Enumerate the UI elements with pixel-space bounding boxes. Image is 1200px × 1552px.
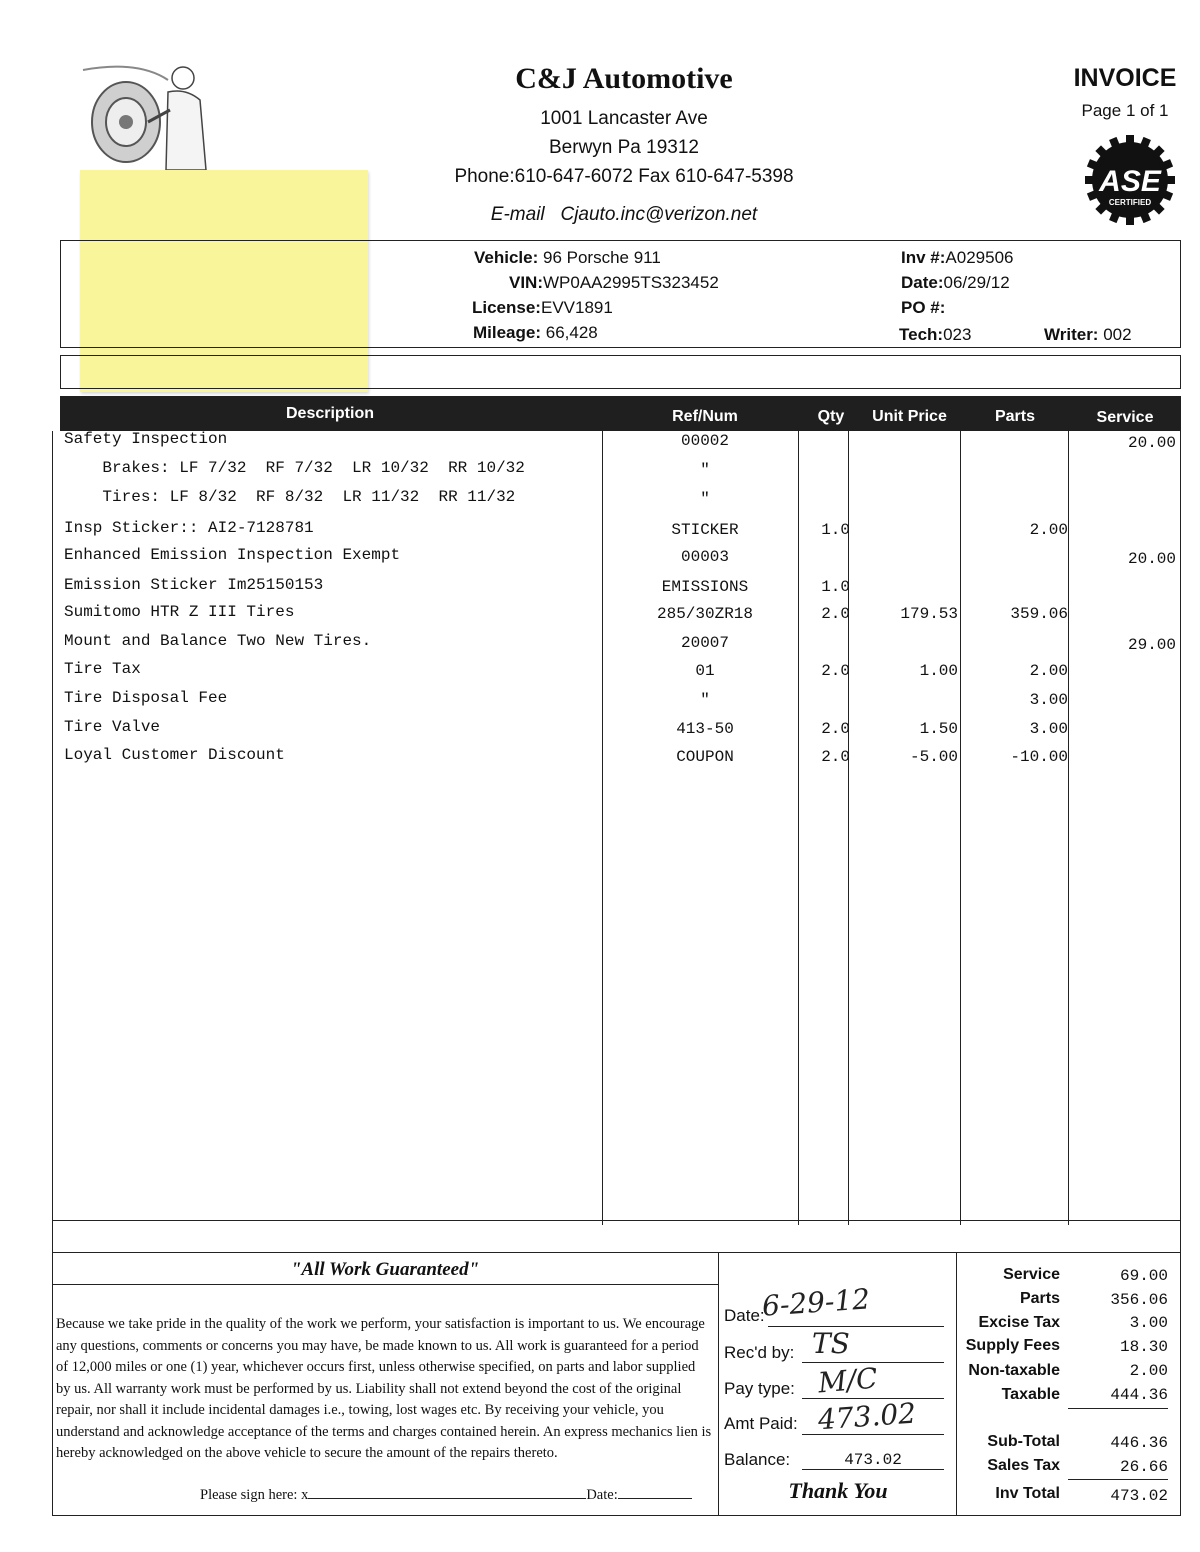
divider [718, 1252, 1181, 1253]
invoice-number-row: Inv #:A029506 [901, 248, 1014, 267]
svg-text:CERTIFIED: CERTIFIED [1108, 198, 1152, 207]
taxable-label: Taxable [1001, 1386, 1060, 1403]
signature-field [308, 1484, 586, 1499]
line-item-description: Mount and Balance Two New Tires. [64, 632, 372, 650]
excise-tax-label: Excise Tax [978, 1314, 1060, 1331]
email-label: E-mail [490, 204, 545, 225]
line-item-ref: 20007 [680, 634, 729, 652]
line-item-parts: 3.00 [1029, 691, 1068, 709]
notes-box [60, 355, 1181, 389]
mileage-value: 66,428 [545, 323, 598, 342]
writer-value: 002 [1103, 325, 1132, 344]
line-item-description: Tires: LF 8/32 RF 8/32 LR 11/32 RR 11/32 [64, 488, 516, 506]
subtotal-value: 446.36 [1110, 1434, 1168, 1452]
col-header-ref: Ref/Num [672, 408, 738, 425]
line-item-service: 20.00 [1127, 434, 1176, 452]
vehicle-value: 96 Porsche 911 [543, 248, 661, 267]
taxable-value: 444.36 [1110, 1386, 1168, 1404]
line-item-ref: 01 [695, 662, 715, 680]
payment-date-handwritten: 6-29-12 [760, 1282, 872, 1323]
company-address-line1: 1001 Lancaster Ave [540, 108, 708, 129]
non-taxable-value: 2.00 [1129, 1362, 1168, 1380]
line-item-parts: 359.06 [1010, 605, 1068, 623]
amt-paid-handwritten: 473.02 [816, 1396, 918, 1437]
line-item-parts: 3.00 [1029, 720, 1068, 738]
line-item-description: Tire Tax [64, 660, 141, 678]
line-item-qty: 2.0 [821, 662, 850, 680]
invoice-number: A029506 [945, 248, 1014, 267]
divider [1068, 1479, 1168, 1480]
invoice-total-label: Inv Total [995, 1485, 1060, 1502]
company-phone: Phone:610-647-6072 Fax 610-647-5398 [454, 166, 794, 187]
line-item-parts: -10.00 [1010, 748, 1068, 766]
company-address-line2: Berwyn Pa 19312 [549, 137, 699, 158]
payment-date-line [768, 1326, 944, 1327]
payment-date-label: Date: [724, 1306, 765, 1325]
line-item-ref: " [700, 461, 710, 479]
col-header-service: Service [1096, 409, 1154, 426]
total-parts-label: Parts [1019, 1290, 1060, 1307]
divider [52, 1252, 718, 1253]
total-service-label: Service [1003, 1266, 1060, 1283]
sales-tax-label: Sales Tax [987, 1457, 1060, 1474]
line-item-description: Loyal Customer Discount [64, 746, 285, 764]
sign-date-label: Date: [586, 1487, 618, 1503]
line-item-qty: 2.0 [821, 720, 850, 738]
company-name: C&J Automotive [515, 62, 733, 95]
line-item-service: 29.00 [1127, 636, 1176, 654]
guarantee-text: Because we take pride in the quality of the work we perform, your satisfaction is important to us. We encourage any questions, comments or concerns you may have, be made known to us. All work is guaranteed for a period of 12,000 miles or one (1) year, whichever occurs first, unless otherwise specified, on parts and labor supplied by us. All warranty work must be performed by us. Liability shall not extend beyond the cost of the original repair, nor shall it include incidental damages i.e., towing, lost wages etc. By receiving your vehicle, you understand and acknowledge acceptance of the terms and charges contained herein. An express mechanics lien is hereby acknowledged on the above vehicle to secure the amount of the repairs thereto. [56, 1316, 712, 1461]
line-item-qty: 2.0 [821, 605, 850, 623]
line-item-description: Sumitomo HTR Z III Tires [64, 603, 295, 621]
line-item-ref: " [700, 490, 710, 508]
recd-by-label: Rec'd by: [724, 1343, 795, 1362]
line-item-ref: 00003 [680, 548, 729, 566]
line-item-description: Enhanced Emission Inspection Exempt [64, 546, 401, 564]
balance-label: Balance: [724, 1450, 791, 1469]
line-item-parts: 2.00 [1029, 662, 1068, 680]
page-indicator: Page 1 of 1 [1081, 101, 1169, 120]
line-item-ref: " [700, 691, 710, 709]
line-item-unit-price: -5.00 [909, 748, 958, 766]
invoice-date-row: Date:06/29/12 [901, 273, 1010, 292]
divider [718, 1252, 719, 1516]
guarantee-title: "All Work Guaranteed" [290, 1259, 480, 1280]
col-divider [960, 431, 961, 1225]
balance-line [802, 1469, 944, 1470]
col-divider [602, 431, 603, 1225]
amt-paid-label: Amt Paid: [724, 1414, 798, 1433]
supply-fees-label: Supply Fees [965, 1337, 1060, 1354]
col-header-unit-price: Unit Price [872, 408, 947, 425]
thank-you: Thank You [788, 1478, 888, 1503]
line-item-ref: 413-50 [676, 720, 734, 738]
line-item-description: Tire Disposal Fee [64, 689, 228, 707]
line-item-description: Insp Sticker:: AI2-7128781 [64, 519, 314, 537]
line-item-description: Brakes: LF 7/32 RF 7/32 LR 10/32 RR 10/32 [64, 459, 525, 477]
mileage-row: Mileage: 66,428 [473, 323, 598, 342]
license-value: EVV1891 [540, 298, 613, 317]
vin-row: VIN:WP0AA2995TS323452 [509, 273, 719, 292]
tech-row: Tech:023 [899, 325, 972, 344]
non-taxable-label: Non-taxable [968, 1362, 1060, 1379]
line-item-qty: 1.0 [821, 578, 850, 596]
invoice-date: 06/29/12 [943, 273, 1010, 292]
line-item-service: 20.00 [1127, 550, 1176, 568]
pay-type-label: Pay type: [724, 1379, 795, 1398]
col-header-qty: Qty [817, 408, 845, 425]
col-divider [848, 431, 849, 1225]
sign-label: Please sign here: x [200, 1487, 309, 1503]
line-item-unit-price: 1.50 [919, 720, 958, 738]
signature-line [200, 1484, 692, 1504]
subtotal-label: Sub-Total [987, 1433, 1060, 1450]
po-row: PO #: [901, 298, 946, 317]
ase-certified-logo [1083, 133, 1177, 227]
line-item-qty: 1.0 [821, 521, 850, 539]
vehicle-row: Vehicle: 96 Porsche 911 [474, 248, 661, 267]
divider [52, 1284, 718, 1285]
line-item-parts: 2.00 [1029, 521, 1068, 539]
invoice-total-value: 473.02 [1110, 1487, 1168, 1505]
tech-value: 023 [943, 325, 972, 344]
line-item-ref: EMISSIONS [661, 578, 749, 596]
email-address: Cjauto.inc@verizon.net [560, 204, 758, 225]
line-item-description: Emission Sticker Im25150153 [64, 576, 324, 594]
total-service-value: 69.00 [1119, 1267, 1168, 1285]
document-title: INVOICE [1073, 64, 1177, 92]
col-header-parts: Parts [994, 408, 1036, 425]
line-item-unit-price: 1.00 [919, 662, 958, 680]
license-row: License:EVV1891 [472, 298, 613, 317]
line-item-ref: STICKER [671, 521, 739, 539]
pay-type-handwritten: M/C [816, 1361, 879, 1400]
vin-value: WP0AA2995TS323452 [543, 273, 719, 292]
total-parts-value: 356.06 [1110, 1291, 1168, 1309]
line-item-ref: COUPON [676, 748, 734, 766]
company-email-line [0, 204, 1200, 226]
line-item-qty: 2.0 [821, 748, 850, 766]
sales-tax-value: 26.66 [1119, 1458, 1168, 1476]
col-divider [1068, 431, 1069, 1225]
recd-by-handwritten: TS [812, 1327, 850, 1360]
balance-value: 473.02 [844, 1451, 902, 1469]
sign-date-field [618, 1484, 692, 1499]
writer-row: Writer: 002 [1044, 325, 1132, 344]
line-item-description: Safety Inspection [64, 430, 228, 448]
svg-text:ASE: ASE [1099, 165, 1161, 198]
excise-tax-value: 3.00 [1129, 1314, 1168, 1332]
supply-fees-value: 18.30 [1119, 1338, 1168, 1356]
line-item-unit-price: 179.53 [900, 605, 958, 623]
line-item-ref: 285/30ZR18 [656, 605, 753, 623]
line-item-ref: 00002 [680, 432, 729, 450]
col-header-description: Description [285, 405, 374, 422]
line-item-description: Tire Valve [64, 718, 161, 736]
divider [1068, 1408, 1168, 1409]
